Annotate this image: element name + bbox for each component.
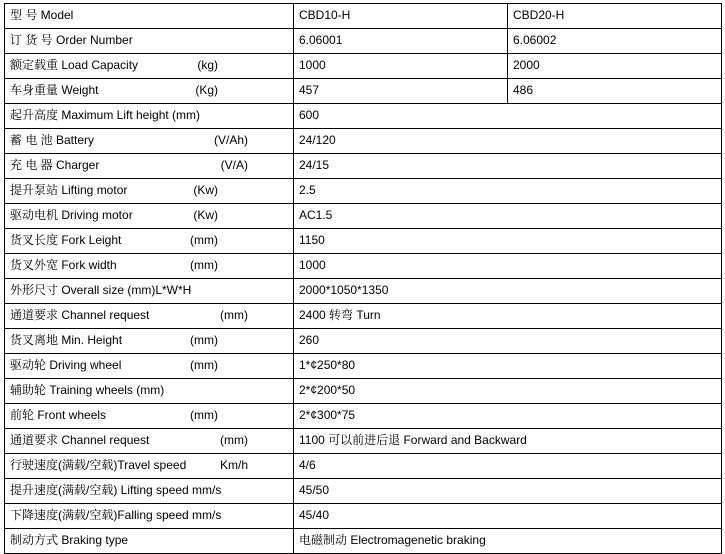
spec-unit-text: (V/Ah) — [213, 133, 248, 147]
spec-unit-text: (V/A) — [220, 158, 248, 172]
spec-value-text: 45/40 — [299, 508, 330, 522]
spec-unit-text: (mm) — [190, 258, 218, 272]
spec-value-cell-model1 — [294, 329, 722, 354]
spec-value-text: 45/50 — [299, 483, 330, 497]
spec-value-text: AC1.5 — [299, 208, 333, 222]
spec-value-cell-model1 — [294, 429, 722, 454]
spec-unit-text: (mm) — [190, 333, 218, 347]
spec-label-text: 车身重量 Weight — [10, 83, 99, 97]
spec-value-cell-model1 — [294, 29, 508, 54]
spec-label-text: 下降速度(满载/空载)Falling speed mm/s — [10, 508, 222, 522]
spec-label-cell — [5, 229, 294, 254]
table-row — [5, 254, 722, 279]
spec-label-text: 辅助轮 Training wheels (mm) — [10, 383, 165, 397]
spec-label-cell — [5, 529, 294, 554]
table-row — [5, 179, 722, 204]
spec-label-text: 通道要求 Channel request — [10, 433, 150, 447]
spec-value-cell-model1 — [294, 254, 722, 279]
spec-label-cell — [5, 454, 294, 479]
spec-unit-text: (mm) — [220, 308, 248, 322]
spec-value-text: 2000*1050*1350 — [299, 283, 389, 297]
spec-value-text: 1150 — [299, 233, 325, 247]
spec-value-text: 457 — [299, 83, 320, 97]
table-row — [5, 529, 722, 554]
spec-value-cell-model1 — [294, 529, 722, 554]
spec-value-text: 电磁制动 Electromagenetic braking — [299, 533, 486, 547]
spec-value-text: 600 — [299, 108, 320, 122]
table-row — [5, 379, 722, 404]
spec-value-text: 1000 — [299, 58, 326, 72]
spec-value-text: CBD20-H — [513, 8, 565, 22]
spec-unit-text: (mm) — [190, 233, 218, 247]
spec-label-text: 提升速度(满载/空载) Lifting speed mm/s — [10, 483, 222, 497]
spec-label-text: 货叉长度 Fork Leight — [10, 233, 122, 247]
table-row — [5, 504, 722, 529]
spec-value-cell-model1 — [294, 279, 722, 304]
spec-label-cell — [5, 29, 294, 54]
spec-label-text: 蓄 电 池 Battery — [10, 133, 95, 147]
spec-value-cell-model1 — [294, 404, 722, 429]
table-row — [5, 454, 722, 479]
spec-unit-text: Km/h — [219, 458, 248, 472]
spec-label-cell — [5, 404, 294, 429]
spec-value-text: 1000 — [299, 258, 326, 272]
spec-label-cell — [5, 504, 294, 529]
spec-value-cell-model1 — [294, 204, 722, 229]
spec-label-text: 订 货 号 Order Number — [10, 33, 133, 47]
spec-label-cell — [5, 154, 294, 179]
spec-unit-text: (Kw) — [193, 183, 218, 197]
spec-label-cell — [5, 179, 294, 204]
spec-value-cell-model1 — [294, 79, 508, 104]
table-row — [5, 329, 722, 354]
spec-label-text: 提升泵站 Lifting motor — [10, 183, 128, 197]
spec-label-cell — [5, 54, 294, 79]
spec-label-text: 行驶速度(满载/空载)Travel speed — [10, 458, 187, 472]
spec-unit-text: (Kw) — [193, 208, 218, 222]
spec-value-cell-model1 — [294, 54, 508, 79]
spec-value-cell-model1 — [294, 104, 722, 129]
spec-value-cell-model2 — [508, 4, 722, 29]
spec-label-text: 充 电 器 Charger — [10, 158, 100, 172]
spec-value-cell-model1 — [294, 154, 722, 179]
spec-label-cell — [5, 354, 294, 379]
spec-value-cell-model1 — [294, 304, 722, 329]
table-row — [5, 104, 722, 129]
spec-label-cell — [5, 204, 294, 229]
spec-value-text: 2000 — [513, 58, 540, 72]
spec-label-text: 货叉离地 Min. Height — [10, 333, 123, 347]
spec-label-cell — [5, 429, 294, 454]
spec-label-text: 驱动轮 Driving wheel — [10, 358, 122, 372]
table-row — [5, 204, 722, 229]
spec-value-text: 260 — [299, 333, 320, 347]
spec-value-cell-model1 — [294, 354, 722, 379]
spec-value-text: 4/6 — [299, 458, 316, 472]
spec-value-cell-model1 — [294, 454, 722, 479]
spec-value-text: 2*¢200*50 — [299, 383, 356, 397]
table-row — [5, 279, 722, 304]
table-row — [5, 304, 722, 329]
spec-value-text: 486 — [513, 83, 534, 97]
spec-value-cell-model1 — [294, 4, 508, 29]
spec-label-cell — [5, 304, 294, 329]
spec-value-cell-model1 — [294, 129, 722, 154]
table-row — [5, 479, 722, 504]
table-row — [5, 4, 722, 29]
spec-unit-text: (mm) — [190, 408, 218, 422]
spec-value-text: 2*¢300*75 — [299, 408, 356, 422]
spec-value-text: 6.06002 — [513, 33, 557, 47]
spec-label-cell — [5, 379, 294, 404]
table-row — [5, 404, 722, 429]
table-row — [5, 429, 722, 454]
spec-value-cell-model2 — [508, 79, 722, 104]
spec-label-text: 额定载重 Load Capacity — [10, 58, 139, 72]
spec-unit-text: (kg) — [197, 58, 218, 72]
spec-label-text: 外形尺寸 Overall size (mm)L*W*H — [10, 283, 192, 297]
spec-value-cell-model1 — [294, 379, 722, 404]
spec-value-text: 2.5 — [299, 183, 316, 197]
table-row — [5, 229, 722, 254]
spec-value-cell-model1 — [294, 229, 722, 254]
table-row — [5, 129, 722, 154]
spec-value-cell-model1 — [294, 504, 722, 529]
spec-value-text: 24/15 — [299, 158, 330, 172]
spec-label-cell — [5, 329, 294, 354]
spec-label-cell — [5, 79, 294, 104]
spec-label-cell — [5, 479, 294, 504]
spec-label-text: 前轮 Front wheels — [10, 408, 107, 422]
spec-value-cell-model1 — [294, 179, 722, 204]
table-row — [5, 79, 722, 104]
specification-table — [4, 3, 722, 554]
table-row — [5, 354, 722, 379]
spec-unit-text: (mm) — [220, 433, 248, 447]
spec-label-cell — [5, 4, 294, 29]
spec-label-text: 型 号 Model — [10, 8, 74, 22]
spec-value-text: 24/120 — [299, 133, 336, 147]
spec-label-text: 货叉外宽 Fork width — [10, 258, 117, 272]
spec-value-cell-model2 — [508, 54, 722, 79]
spec-value-text: 1*¢250*80 — [299, 358, 356, 372]
spec-label-cell — [5, 279, 294, 304]
spec-value-text: CBD10-H — [299, 8, 351, 22]
spec-value-text: 1100 可以前进后退 Forward and Backward — [299, 433, 527, 447]
spec-unit-text: (Kg) — [195, 83, 218, 97]
spec-value-cell-model2 — [508, 29, 722, 54]
table-row — [5, 154, 722, 179]
spec-label-text: 通道要求 Channel request — [10, 308, 150, 322]
spec-label-cell — [5, 104, 294, 129]
table-row — [5, 54, 722, 79]
spec-label-text: 驱动电机 Driving motor — [10, 208, 133, 222]
spec-value-cell-model1 — [294, 479, 722, 504]
spec-value-text: 2400 转弯 Turn — [299, 308, 381, 322]
spec-label-text: 起升高度 Maximum Lift height (mm) — [10, 108, 201, 122]
spec-label-cell — [5, 129, 294, 154]
spec-unit-text: (mm) — [190, 358, 218, 372]
spec-value-text: 6.06001 — [299, 33, 343, 47]
spec-label-text: 制动方式 Braking type — [10, 533, 129, 547]
spec-table-body — [5, 4, 722, 554]
spec-label-cell — [5, 254, 294, 279]
table-row — [5, 29, 722, 54]
